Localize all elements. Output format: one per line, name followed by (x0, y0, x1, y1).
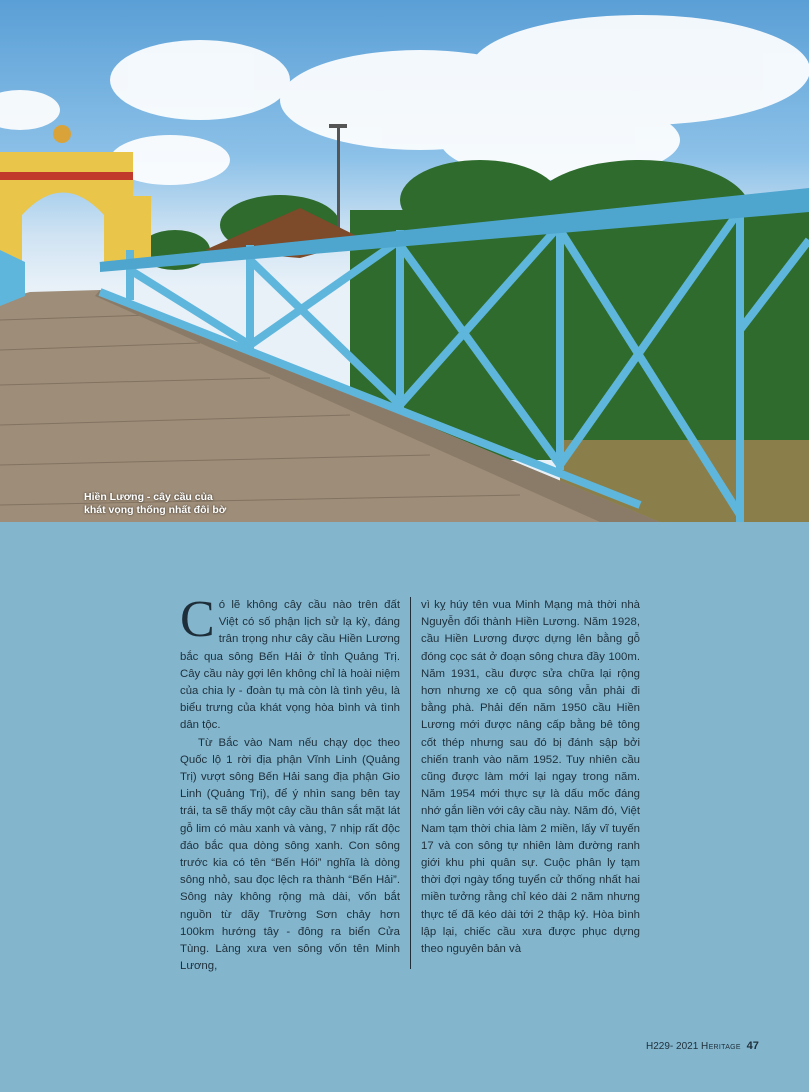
bridge-illustration (0, 0, 809, 522)
bridge-photo (0, 0, 809, 522)
caption-line-1: Hiền Lương - cây cầu của (84, 491, 213, 503)
caption-line-2: khát vọng thống nhất đôi bờ (84, 504, 227, 516)
article-column-2 (421, 597, 640, 958)
paragraph-1-text: ó lẽ không cây cầu nào trên đất Việt có số phận lịch sử lạ kỳ, đáng trân trọng như cây cầu Hiền Lương bắc qua sông Bến Hải ở tỉnh Quảng Trị. Cây cầu này gợi lên không chỉ là hoài niệm của chia ly - đoàn tụ mà còn là tình yêu, là biểu trưng của khát vọng hòa bình và tình dân tộc. (180, 599, 400, 732)
issue-label: H229- 2021 (646, 1041, 699, 1052)
article-paragraph-3: vì kỵ húy tên vua Minh Mạng mà thời nhà Nguyễn đổi thành Hiền Lương. Năm 1928, cầu Hiền Lương được dựng lên bằng gỗ đóng cọc sát ở đoạn sông chưa đầy 100m. Năm 1931, cầu được sửa chữa lại rộng hơn nhưng xe cộ qua sông vẫn phải đi bằng phà. Phải đến năm 1950 cầu Hiền Lương mới được nâng cấp bằng bê tông cốt thép nhưng sau đó bị đánh sập bởi chiến tranh vào năm 1952. Tuy nhiên cầu cũng được làm mới lại ngay trong năm. Năm 1954 mới thực sự là dấu mốc đáng nhớ gắn liền với cây cầu này. Năm đó, Việt Nam tạm thời chia làm 2 miền, lấy vĩ tuyến 17 và con sông tự nhiên làm đường ranh giới khu phi quân sự. Cuộc phân ly tạm thời đợi ngày tổng tuyển cử thống nhất hai miền tưởng rằng chỉ kéo dài 2 năm nhưng thực tế đã kéo dài tới 2 thập kỷ. Hòa bình lập lại, chiếc cầu xưa được phục dựng theo nguyên bản và (421, 599, 640, 956)
column-divider (410, 597, 411, 969)
article-column-1 (180, 591, 400, 975)
photo-caption (84, 491, 226, 517)
magazine-name: Heritage (701, 1041, 741, 1052)
page-footer (646, 1040, 759, 1052)
page-number: 47 (746, 1040, 759, 1052)
article-paragraph-2: Từ Bắc vào Nam nếu chạy dọc theo Quốc lộ 1 rời địa phận Vĩnh Linh (Quảng Trị) vượt sông Bến Hải sang địa phận Gio Linh (Quảng Trị), để ý nhìn sang bên tay trái, ta sẽ thấy một cây cầu thân sắt mặt lát gỗ lim có màu xanh và vàng, 7 nhịp rất độc đáo bắc qua dòng sông xanh. Con sông trước kia có tên “Bến Hói” nghĩa là dòng sông nhỏ, sau đọc lệch ra thành “Bến Hải”. Sông này không rộng mà dài, vốn bắt nguồn từ dãy Trường Sơn chảy hơn 100km hướng tây - đông ra biển Cửa Tùng. Làng xưa ven sông vốn tên Minh Lương, (180, 736, 400, 973)
drop-cap: C (180, 591, 215, 648)
article-paragraph-1 (180, 591, 400, 735)
